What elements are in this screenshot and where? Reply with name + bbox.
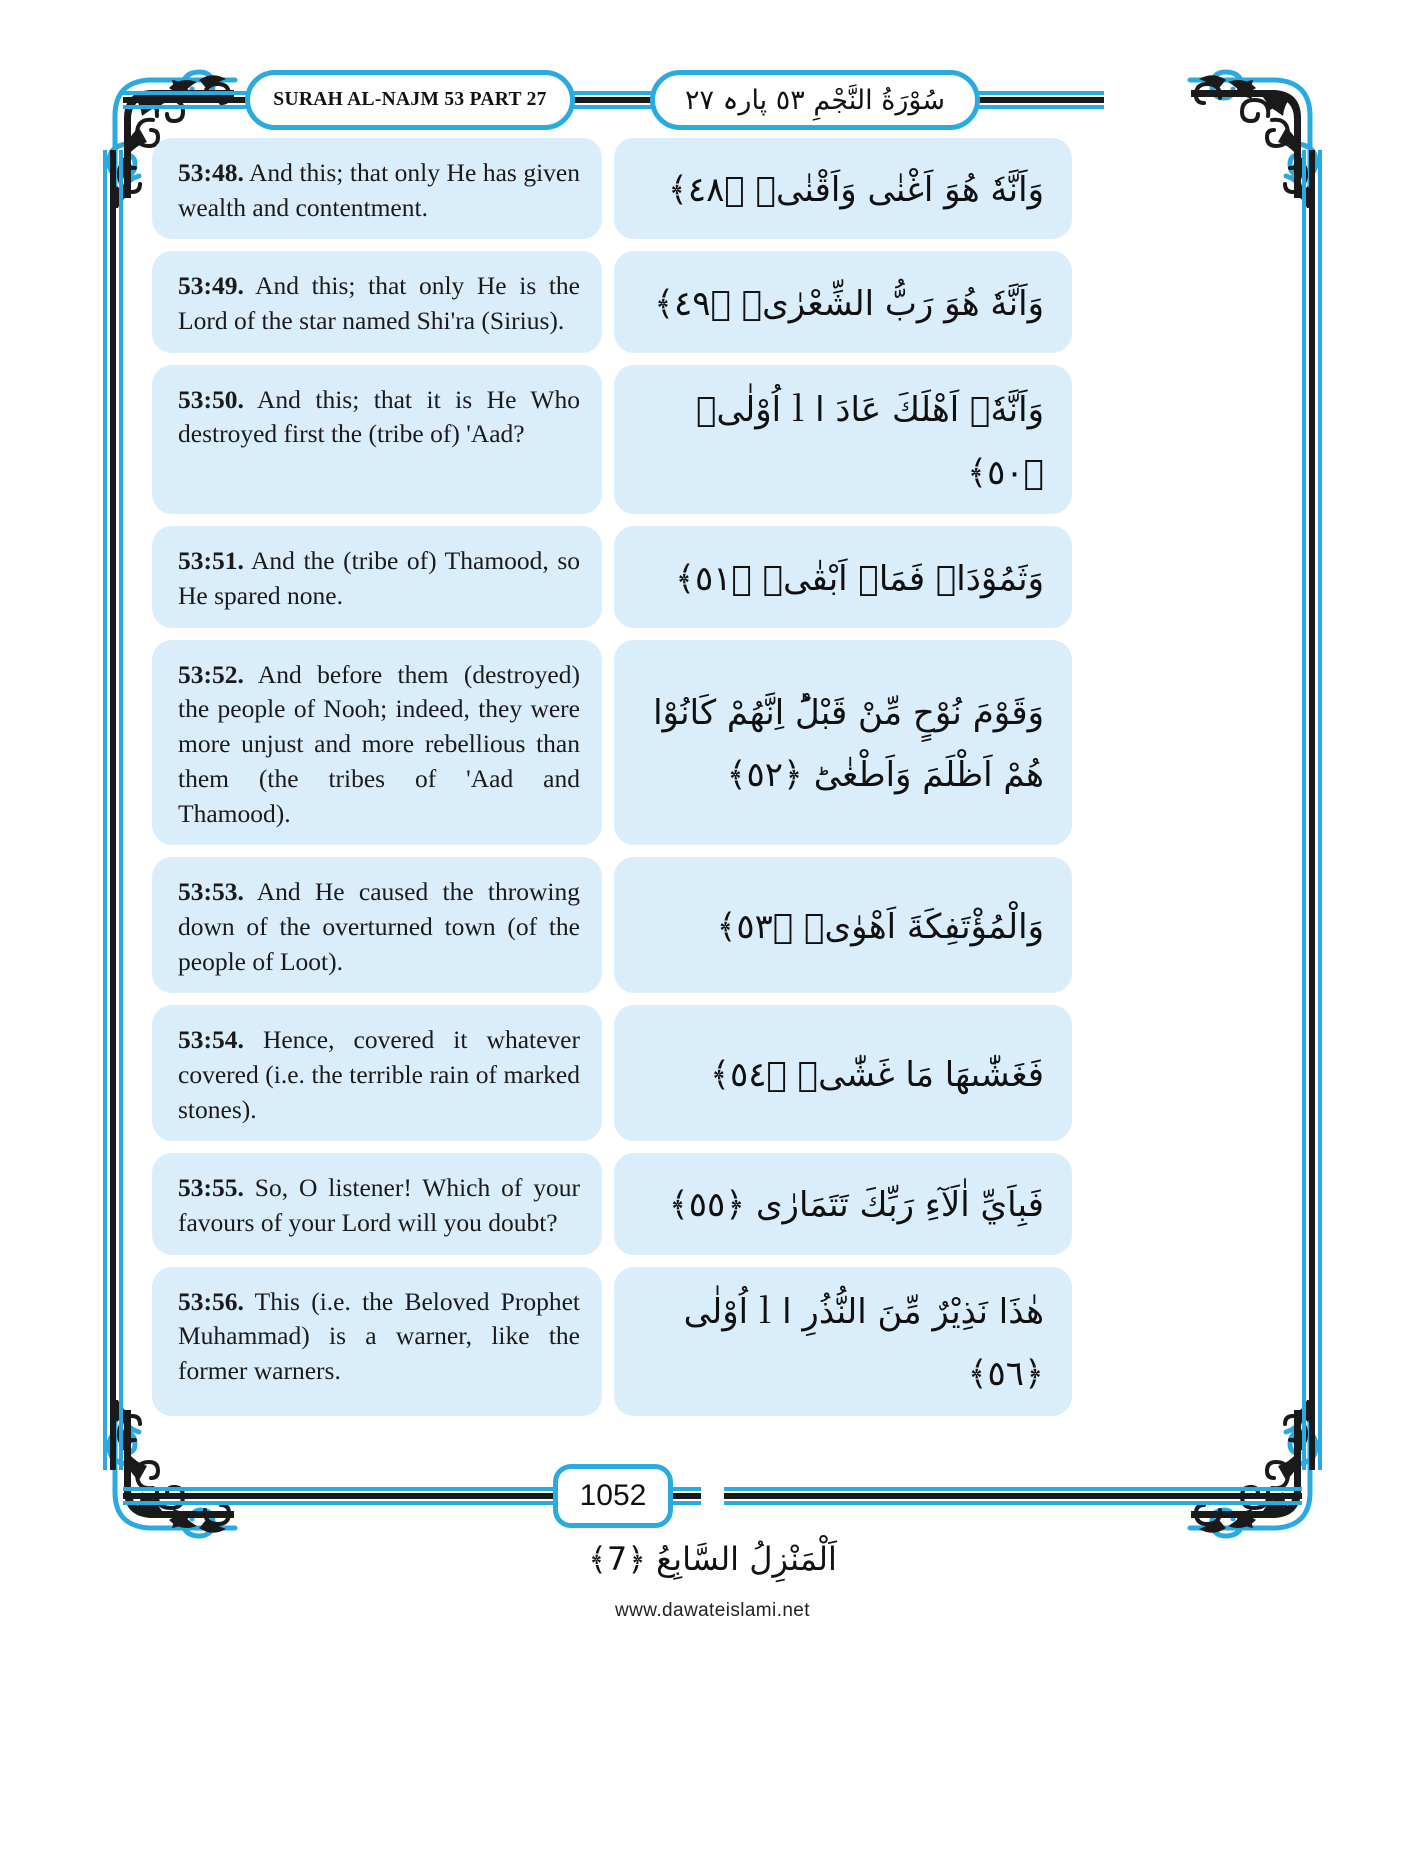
surah-header-arabic xyxy=(650,70,980,130)
verse-row xyxy=(152,526,1272,627)
verse-english-card xyxy=(152,1267,602,1417)
verse-english-text xyxy=(178,544,580,613)
verse-translation: And this; that it is He Who destroyed first the (tribe of) 'Aad? xyxy=(178,384,580,449)
surah-header-arabic-label: سُوْرَةُ النَّجْمِ ٥٣ پارہ ٢٧ xyxy=(685,84,945,116)
surah-header-english-label: SURAH AL-NAJM 53 PART 27 xyxy=(273,89,547,110)
verse-grid xyxy=(152,138,1272,1428)
footer-rule-right xyxy=(724,1487,1302,1505)
verse-english-text xyxy=(178,658,580,831)
verse-row xyxy=(152,1267,1272,1417)
verse-row xyxy=(152,1153,1272,1254)
verse-arabic-card xyxy=(614,857,1072,993)
verse-row xyxy=(152,365,1272,515)
verse-arabic-text: وَالْمُؤْتَفِكَةَ اَهْوٰىۙ ﴿٥٣﴾ xyxy=(716,906,1044,947)
verse-translation: This (i.e. the Beloved Prophet Muhammad) is a warner, like the former warners. xyxy=(178,1286,580,1385)
verse-arabic-card xyxy=(614,640,1072,845)
verse-english-card xyxy=(152,251,602,352)
verse-arabic-text: وَقَوْمَ نُوْحٍ مِّنْ قَبْلُؕ اِنَّهُمْ كَانُوْا هُمْ اَظْلَمَ وَاَطْغٰىؕ ﴿٥٢﴾ xyxy=(653,692,1044,796)
verse-english-card xyxy=(152,365,602,515)
verse-english-text xyxy=(178,383,580,452)
verse-english-card xyxy=(152,640,602,845)
verse-english-card xyxy=(152,1153,602,1254)
verse-arabic-text: فَغَشّٰىهَا مَا غَشّٰىۚ ﴿٥٤﴾ xyxy=(710,1054,1044,1095)
verse-arabic-card xyxy=(614,251,1072,352)
manzil-label: اَلْمَنْزِلُ السَّابِعُ ﴿7﴾ xyxy=(588,1540,837,1578)
verse-reference: 53:53. xyxy=(178,877,244,907)
verse-arabic-text: وَثَمُوْدَاۡ فَمَاۤ اَبْقٰىۙ ﴿٥١﴾ xyxy=(675,558,1044,599)
verse-arabic-card xyxy=(614,138,1072,239)
website-url: www.dawateislami.net xyxy=(615,1600,810,1621)
verse-arabic-text: وَاَنَّهٗۤ اَهْلَكَ عَادَ اｌاُوْلٰىۙ ﴿٥٠﴾ xyxy=(696,389,1044,493)
verse-english-text xyxy=(178,269,580,338)
verse-english-text xyxy=(178,875,580,979)
header-rule-left xyxy=(123,91,251,109)
verse-english-text xyxy=(178,1285,580,1389)
page-number-label: 1052 xyxy=(579,1479,647,1512)
verse-english-card xyxy=(152,1005,602,1141)
verse-translation: And the (tribe of) Thamood, so He spared none. xyxy=(178,546,580,611)
header-rule-middle xyxy=(568,91,658,109)
verse-translation: So, O listener! Which of your favours of your Lord will you doubt? xyxy=(178,1173,580,1237)
verse-english-text xyxy=(178,156,580,225)
surah-header-english xyxy=(245,70,575,130)
verse-row xyxy=(152,640,1272,845)
verse-arabic-card xyxy=(614,1005,1072,1141)
verse-reference: 53:52. xyxy=(178,659,244,689)
verse-arabic-card xyxy=(614,526,1072,627)
verse-arabic-card xyxy=(614,1267,1072,1417)
border-rule-left xyxy=(103,150,123,1470)
header-rule-right xyxy=(974,91,1104,109)
verse-reference: 53:48. xyxy=(178,158,244,187)
verse-english-card xyxy=(152,138,602,239)
page-number-badge xyxy=(553,1464,673,1528)
verse-arabic-text: هٰذَا نَذِيْرٌ مِّنَ النُّذُرِ اｌاُوْلٰى ﴿٥٦﴾ xyxy=(683,1291,1044,1395)
verse-reference: 53:56. xyxy=(178,1286,244,1316)
verse-reference: 53:51. xyxy=(178,546,244,576)
verse-translation: And this; that only He is the Lord of the star named Shi'ra (Sirius). xyxy=(178,271,580,336)
verse-translation: And this; that only He has given wealth and contentment. xyxy=(178,158,580,222)
verse-reference: 53:55. xyxy=(178,1173,244,1203)
verse-arabic-text: وَاَنَّهٗ هُوَ اَغْنٰى وَاَقْنٰىۙ ﴿٤٨﴾ xyxy=(667,170,1044,211)
verse-reference: 53:54. xyxy=(178,1025,244,1055)
verse-english-card xyxy=(152,857,602,993)
verse-english-text xyxy=(178,1171,580,1240)
verse-translation: And before them (destroyed) the people of Nooh; indeed, they were more unjust and more rebellious than them (the tribes of 'Aad and Thamood). xyxy=(178,659,580,828)
verse-row xyxy=(152,1005,1272,1141)
verse-arabic-card xyxy=(614,365,1072,515)
verse-row xyxy=(152,857,1272,993)
verse-arabic-card xyxy=(614,1153,1072,1254)
verse-translation: Hence, covered it whatever covered (i.e. the terrible rain of marked stones). xyxy=(178,1025,580,1124)
verse-translation: And He caused the throwing down of the overturned town (of the people of Loot). xyxy=(178,877,580,976)
verse-row xyxy=(152,251,1272,352)
verse-row xyxy=(152,138,1272,239)
verse-arabic-text: فَبِاَيِّ اٰلَآءِ رَبِّكَ تَتَمَارٰى ﴿٥٥﴾ xyxy=(668,1185,1044,1226)
verse-reference: 53:49. xyxy=(178,271,244,301)
verse-english-text xyxy=(178,1023,580,1127)
verse-reference: 53:50. xyxy=(178,384,244,414)
border-rule-right xyxy=(1302,150,1322,1470)
verse-arabic-text: وَاَنَّهٗ هُوَ رَبُّ الشِّعْرٰىۙ ﴿٤٩﴾ xyxy=(654,283,1044,324)
verse-english-card xyxy=(152,526,602,627)
